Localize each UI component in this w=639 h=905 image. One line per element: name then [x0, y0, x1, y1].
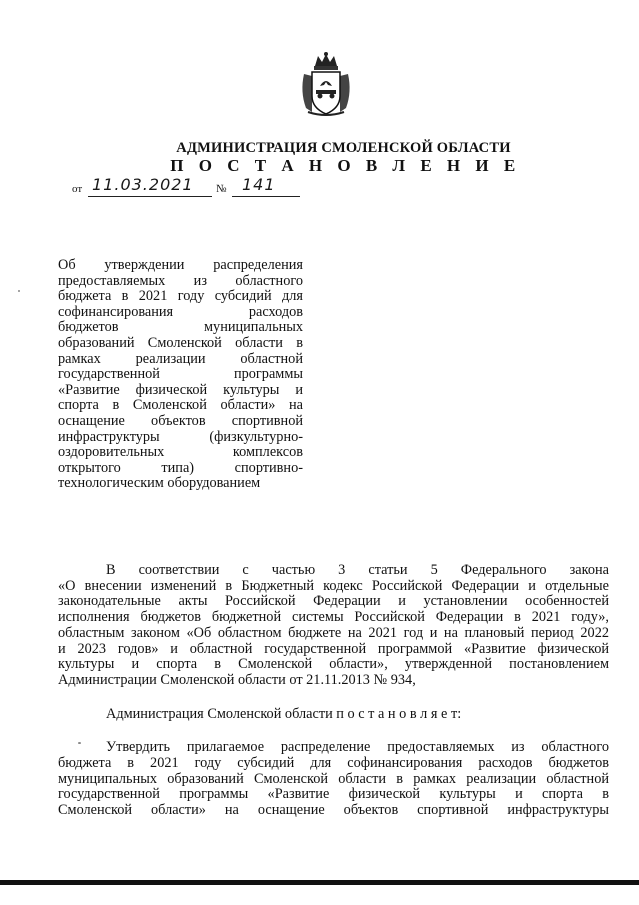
subject-line: предоставляемых из областного [58, 272, 303, 289]
body-line: муниципальных образований Смоленской области в рамках реализации областной [58, 770, 609, 787]
subject-line: образований Смоленской области в [58, 334, 303, 351]
subject-line: «Развитие физической культуры и [58, 381, 303, 398]
resolution-word: п о с т а н о в л я е т: [336, 705, 462, 722]
subject-line: Об утверждении распределения [58, 257, 303, 273]
scan-bottom-edge [0, 880, 639, 885]
subject-line: технологическим оборудованием [58, 475, 261, 492]
subject-line: рамках реализации областной [58, 350, 303, 367]
document-type-title: П О С Т А Н О В Л Е Н И Е [170, 156, 521, 175]
subject-line: оснащение объектов спортивной [58, 412, 303, 429]
subject-line: государственной программы [58, 366, 303, 383]
body-line: областным законом «Об областном бюджете на 2021 год и на плановый период 2022 [58, 624, 609, 641]
body-line: законодательные акты Российской Федерации и установлении особенностей [58, 593, 609, 610]
smolensk-coat-of-arms-icon [298, 52, 354, 118]
subject-line: софинансирования расходов [58, 303, 303, 320]
body-line: Утвердить прилагаемое распределение предоставляемых из областного [106, 739, 609, 756]
date-number-line [72, 176, 312, 200]
subject-line: бюджетов муниципальных [58, 319, 303, 336]
body-line: культуры и спорта в Смоленской области», утвержденной постановлением [58, 656, 609, 673]
date-underline [88, 196, 212, 197]
scan-speck [18, 290, 20, 292]
date-prefix: от [72, 183, 83, 195]
preamble-paragraph [58, 563, 609, 689]
resolution-lead: Администрация Смоленской области [106, 705, 337, 722]
subject-line: спорта в Смоленской области» на [58, 397, 303, 414]
body-line: Администрации Смоленской области от 21.11.2013 № 934, [58, 671, 416, 688]
organization-name: АДМИНИСТРАЦИЯ СМОЛЕНСКОЙ ОБЛАСТИ [176, 140, 511, 156]
body-line: В соответствии с частью 3 статьи 5 Федерального закона [106, 562, 609, 578]
body-line: «О внесении изменений в Бюджетный кодекс Российской Федерации и отдельные [58, 577, 609, 594]
subject-line: открытого типа) спортивно- [58, 459, 303, 476]
scan-speck [78, 742, 81, 744]
subject-line: бюджета в 2021 году субсидий для [58, 288, 303, 305]
subject-line: оздоровительных комплексов [58, 444, 303, 461]
handwritten-date: 11.03.2021 [92, 175, 194, 194]
number-prefix: № [216, 183, 227, 195]
decision-paragraph [58, 740, 609, 819]
document-body [58, 563, 609, 819]
body-line: бюджета в 2021 году субсидий для софинансирования расходов бюджетов [58, 755, 609, 772]
document-subject [58, 258, 303, 492]
body-line: государственной программы «Развитие физической культуры и спорта в [58, 786, 609, 803]
body-line: исполнения бюджетов бюджетной системы Российской Федерации в 2021 году», [58, 609, 609, 626]
handwritten-number: 141 [242, 175, 276, 194]
body-line: Смоленской области» на оснащение объектов спортивной инфраструктуры [58, 802, 609, 819]
resolution-line [58, 707, 609, 723]
number-underline [232, 196, 300, 197]
body-line: и 2023 годов» и областной государственной программой «Развитие физической [58, 640, 609, 657]
subject-line: инфраструктуры (физкультурно- [58, 428, 303, 445]
